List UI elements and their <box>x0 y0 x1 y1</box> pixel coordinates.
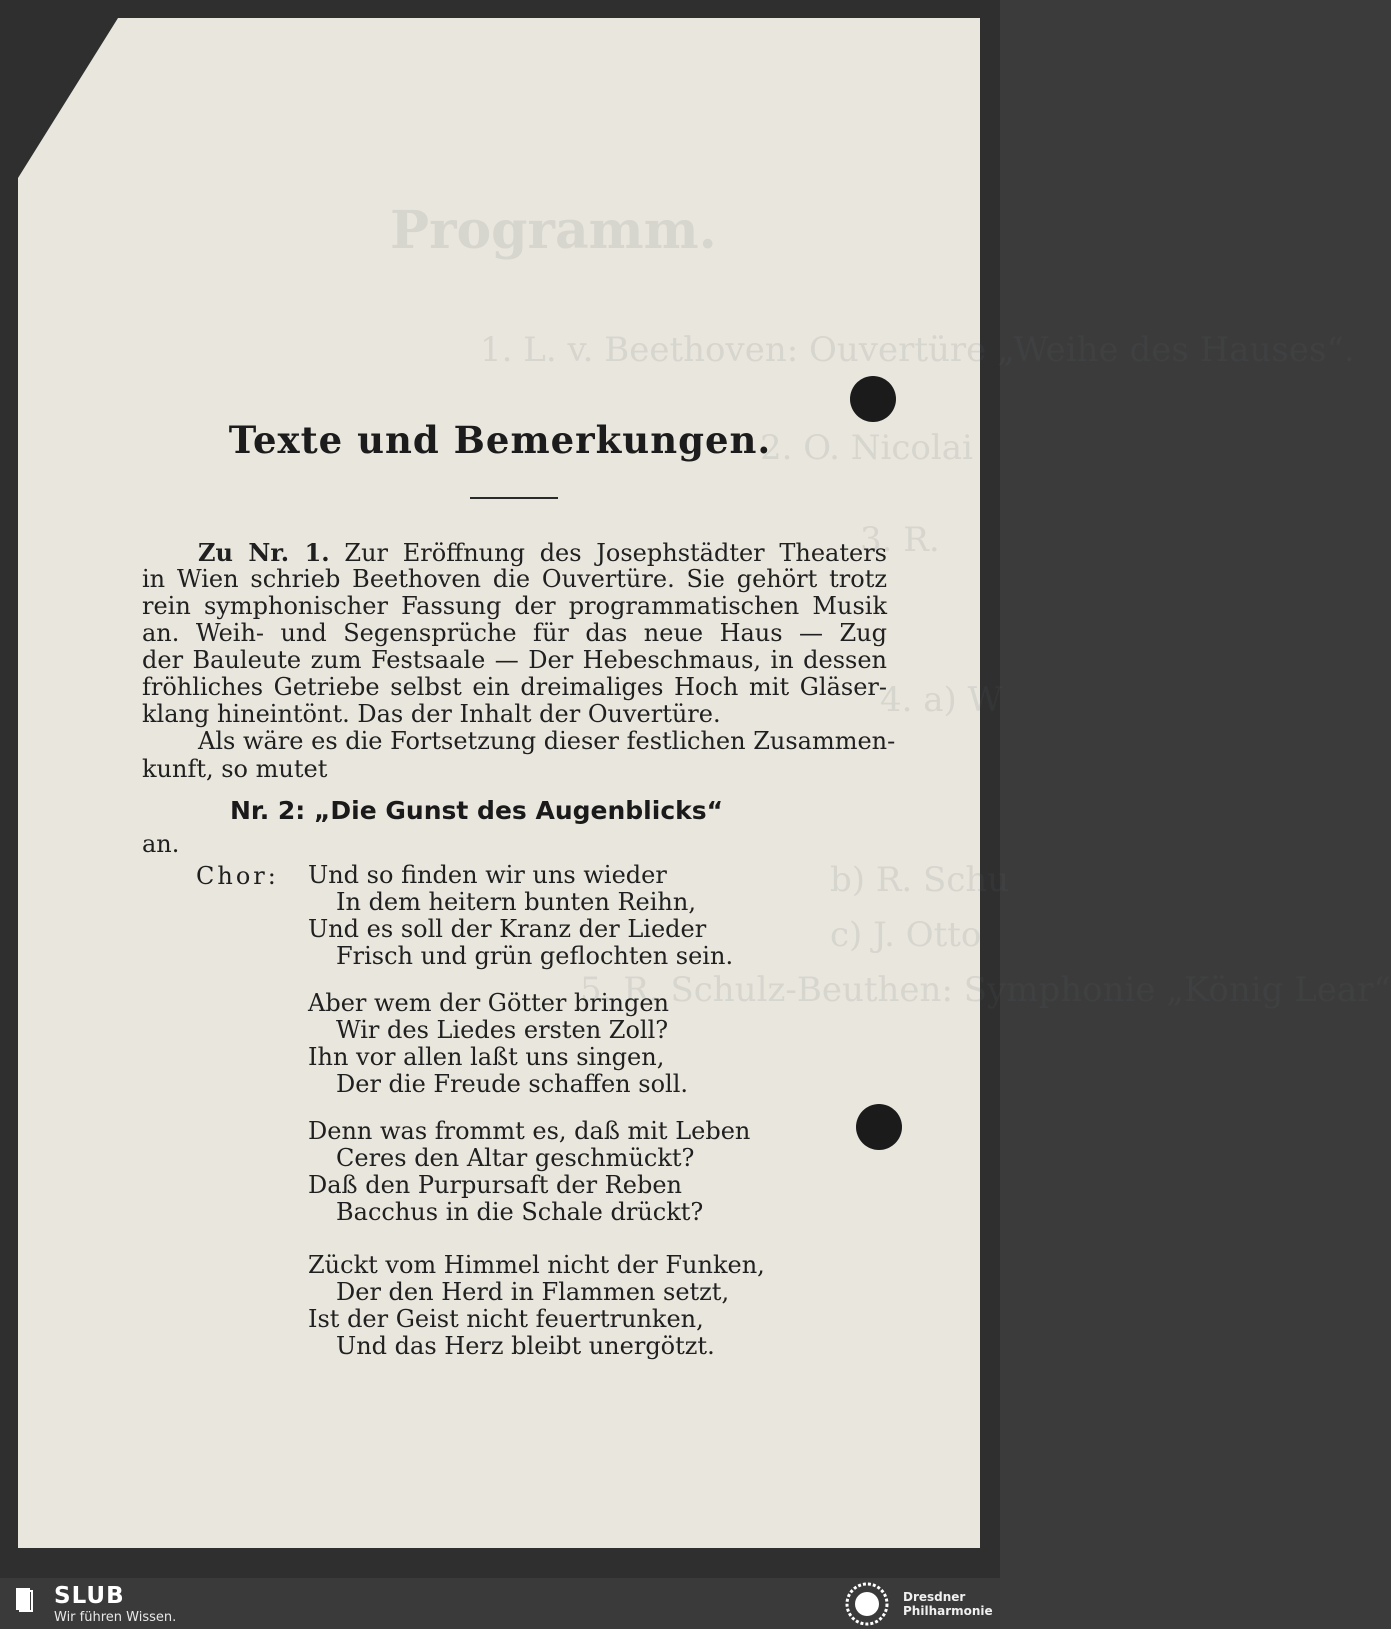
paragraph-line-text: Zur Eröffnung des Josephstädter Theaters <box>344 539 887 567</box>
bleed-through-line: c) J. Otto <box>830 915 982 955</box>
bleed-through-line: 1. L. v. Beethoven: Ouvertüre „Weihe des Hauses“. <box>480 330 1355 370</box>
verse-line: Und so finden wir uns wieder <box>308 861 667 889</box>
verse-line: Und es soll der Kranz der Lieder <box>308 915 707 943</box>
section-after: an. <box>142 830 180 858</box>
verse-line: Und das Herz bleibt unergötzt. <box>336 1332 715 1360</box>
piece-title: „Die Gunst des Augenblicks“ <box>314 796 724 825</box>
paragraph-line: in Wien schrieb Beethoven die Ouvertüre. Sie gehört trotz <box>142 565 887 593</box>
verse-line: Frisch und grün geflochten sein. <box>336 942 734 970</box>
verse-line: Ceres den Altar geschmückt? <box>336 1144 695 1172</box>
bleed-through-line: b) R. Schu <box>830 860 1010 900</box>
chor-label: Chor: <box>196 862 279 890</box>
bleed-through-line: 2. O. Nicolai <box>760 428 973 468</box>
verse-line: Ihn vor allen laßt uns singen, <box>308 1043 665 1071</box>
paragraph-line: der Bauleute zum Festsaale — Der Hebeschmaus, in dessen <box>142 646 887 674</box>
verse-line: Der die Freude schaffen soll. <box>336 1070 689 1098</box>
verse-line: In dem heitern bunten Reihn, <box>336 888 696 916</box>
bleed-through-title: Programm. <box>390 200 717 261</box>
verse-line: Ist der Geist nicht feuertrunken, <box>308 1305 704 1333</box>
philharmonie-name-line2: Philharmonie <box>903 1604 993 1618</box>
verse-line: Aber wem der Götter bringen <box>308 989 670 1017</box>
verse-line: Zückt vom Himmel nicht der Funken, <box>308 1251 765 1279</box>
paragraph-line: fröhliches Getriebe selbst ein dreimaliges Hoch mit Gläser- <box>142 673 887 701</box>
slub-tagline: Wir führen Wissen. <box>54 1610 177 1625</box>
punch-hole-top <box>850 376 896 422</box>
section-title <box>230 796 723 825</box>
philharmonie-name-line1: Dresdner <box>903 1590 966 1604</box>
paragraph-line: an. Weih- und Segensprüche für das neue Haus — Zug <box>142 619 887 647</box>
paragraph-line: Als wäre es die Fortsetzung dieser festlichen Zusammen- <box>198 727 896 755</box>
paragraph-line: klang hineintönt. Das der Inhalt der Ouvertüre. <box>142 700 721 728</box>
verse-line: Denn was frommt es, daß mit Leben <box>308 1117 751 1145</box>
verse-line: Der den Herd in Flammen setzt, <box>336 1278 730 1306</box>
verse-line: Bacchus in die Schale drückt? <box>336 1198 704 1226</box>
punch-hole-bottom <box>856 1104 902 1150</box>
page-heading: Texte und Bemerkungen. <box>228 418 772 462</box>
philharmonie-name[interactable] <box>903 1590 993 1618</box>
slub-name[interactable]: SLUB <box>54 1583 125 1609</box>
paragraph-line: kunft, so mutet <box>142 755 328 783</box>
slub-book-icon <box>14 1585 36 1613</box>
verse-line: Daß den Purpursaft der Reben <box>308 1171 682 1199</box>
paragraph-lead: Zu Nr. 1. <box>198 538 330 567</box>
bleed-through-line: 3. R. <box>860 520 940 560</box>
bleed-through-line: 4. a) W <box>880 680 1003 720</box>
section-number: Nr. 2: <box>230 796 306 825</box>
paragraph-line <box>198 539 887 566</box>
heading-divider <box>470 497 558 499</box>
philharmonie-logo-icon <box>844 1581 890 1627</box>
footer-bar <box>0 1578 1000 1629</box>
paragraph-line: rein symphonischer Fassung der programmatischen Musik <box>142 592 887 620</box>
bleed-through-line: 5. R. Schulz-Beuthen: Symphonie „König Lear“ <box>580 970 1391 1010</box>
verse-line: Wir des Liedes ersten Zoll? <box>336 1016 669 1044</box>
